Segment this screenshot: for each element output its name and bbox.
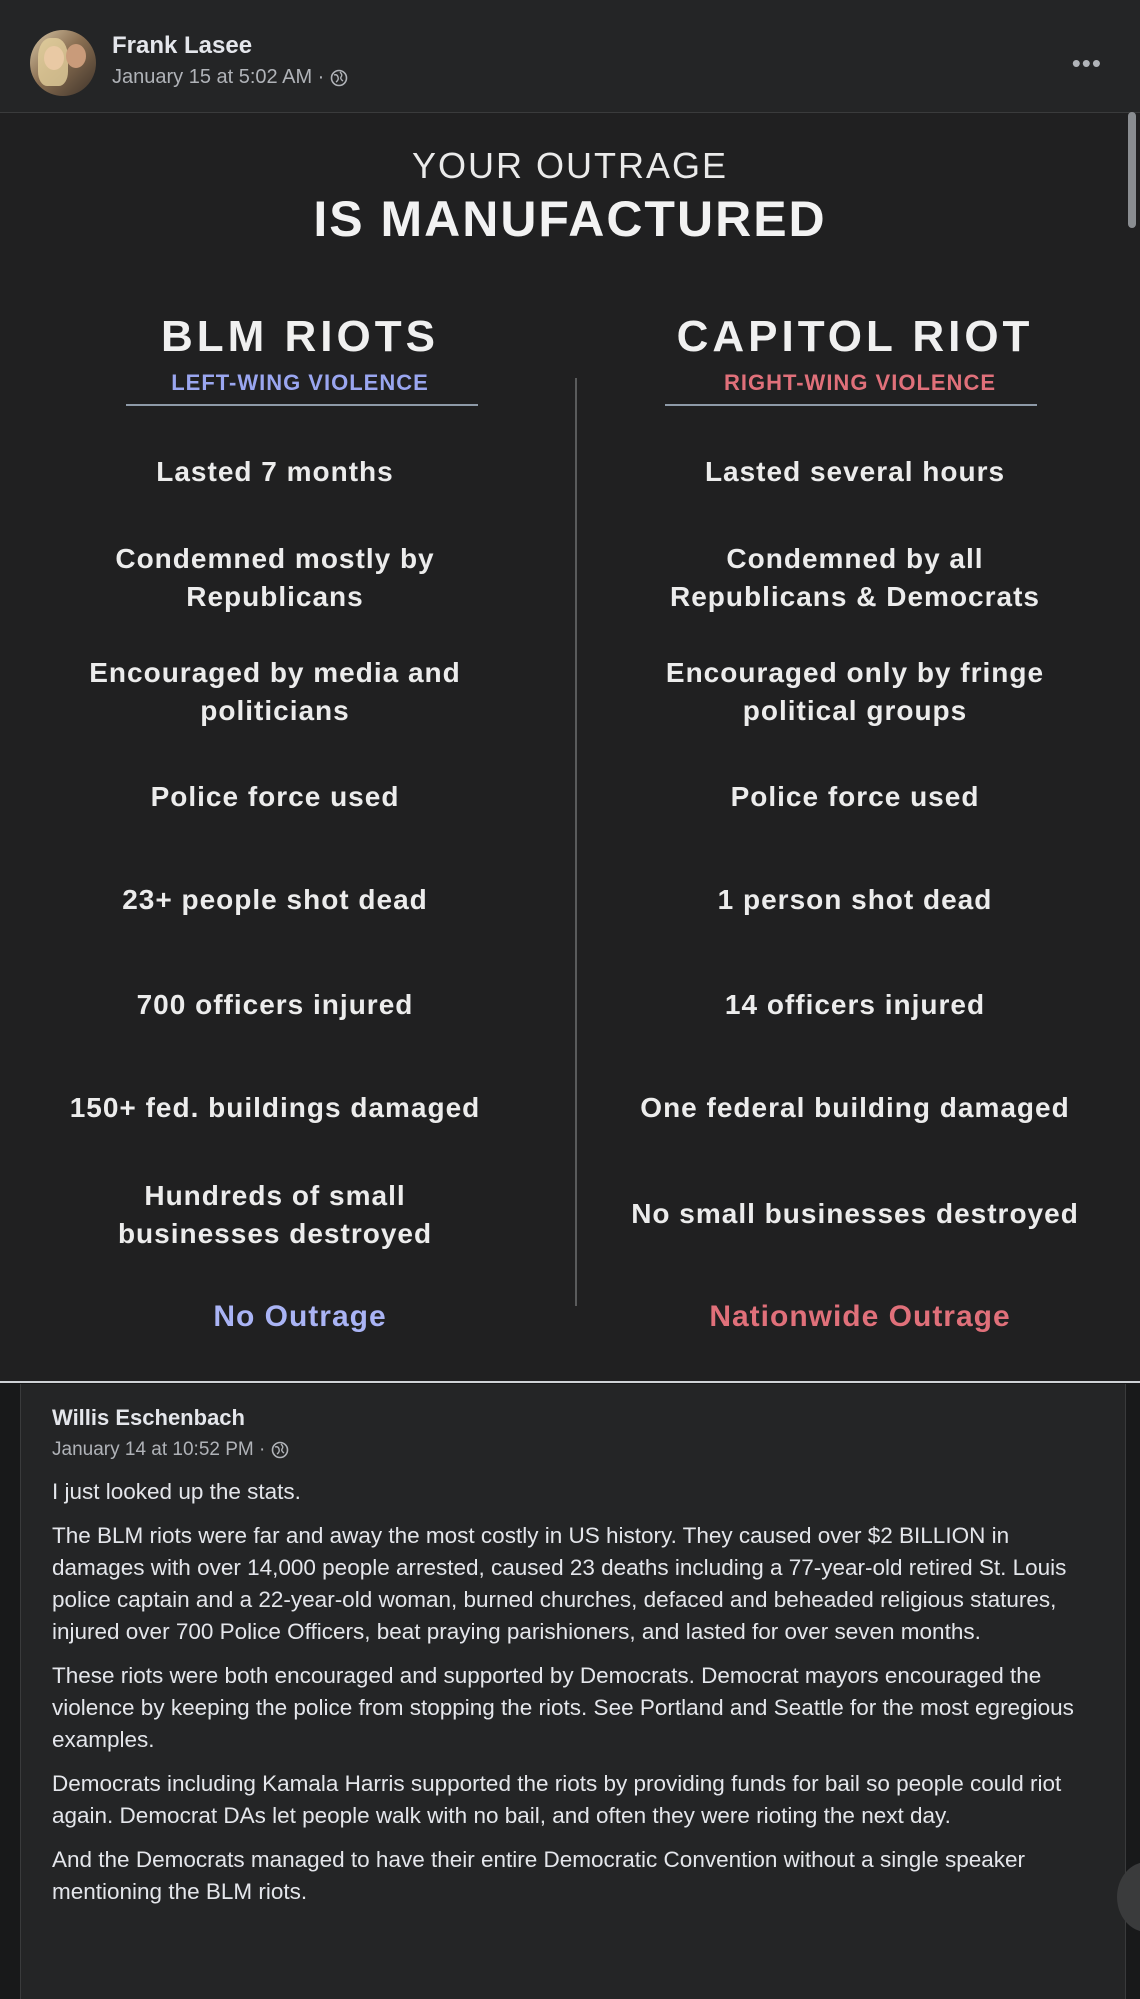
left-row: 23+ people shot dead (122, 884, 428, 915)
left-row: 700 officers injured (136, 989, 414, 1020)
comment-meta (52, 1439, 289, 1461)
left-row: Hundreds of small businesses destroyed (117, 1180, 433, 1249)
post-timestamp[interactable]: January 15 at 5:02 AM · (112, 66, 325, 88)
left-column-subheading: LEFT-WING VIOLENCE (171, 370, 429, 395)
left-column-rule (126, 404, 478, 406)
avatar-face (66, 44, 86, 68)
post-author-name[interactable]: Frank Lasee (112, 32, 253, 59)
left-row: Encouraged by media and politicians (89, 657, 461, 726)
right-outrage-label: Nationwide Outrage (709, 1300, 1011, 1333)
left-outrage-label: No Outrage (213, 1300, 387, 1333)
comment-paragraph: These riots were both encouraged and supported by Democrats. Democrat mayors encouraged the violence by keeping the police from stopping the riots. See Portland and Seattle for the most egregious examples. (52, 1663, 1074, 1752)
column-divider (575, 378, 577, 1306)
right-row: One federal building damaged (640, 1092, 1070, 1123)
comment-paragraph: The BLM riots were far and away the most costly in US history. They caused over $2 BILLION in damages with over 14,000 people arrested, caused 23 deaths including a 77-year-old retired St. Louis police captain and a 22-year-old woman, burned churches, defaced and beheaded religious statures, injured over 700 Police Officers, beat praying parishioners, and lasted for over seven months. (52, 1523, 1067, 1644)
graphic-title-line1: YOUR OUTRAGE (411, 145, 729, 186)
avatar[interactable] (30, 30, 96, 96)
comment-body (52, 1476, 1092, 1920)
avatar-face (44, 46, 64, 70)
globe-icon (330, 69, 348, 87)
globe-icon (271, 1441, 289, 1459)
left-column-heading: BLM RIOTS (161, 312, 439, 361)
post-meta (112, 66, 348, 89)
right-column-heading: CAPITOL RIOT (676, 312, 1034, 361)
comment-author-name[interactable]: Willis Eschenbach (52, 1405, 245, 1430)
comment-timestamp[interactable]: January 14 at 10:52 PM · (52, 1439, 266, 1460)
left-row: 150+ fed. buildings damaged (69, 1092, 481, 1123)
comment-paragraph: And the Democrats managed to have their entire Democratic Convention without a single speaker mentioning the BLM riots. (52, 1847, 1026, 1904)
left-row: Condemned mostly by Republicans (115, 543, 435, 612)
right-row: Police force used (730, 781, 980, 812)
right-row: 14 officers injured (724, 989, 986, 1020)
right-row: Encouraged only by fringe political groups (665, 657, 1045, 726)
comment-paragraph: I just looked up the stats. (52, 1479, 301, 1504)
left-row: Police force used (150, 781, 400, 812)
right-column-subheading: RIGHT-WING VIOLENCE (724, 370, 996, 395)
comment-paragraph: Democrats including Kamala Harris supported the riots by providing funds for bail so people could riot again. Democrat DAs let people walk with no bail, and often they were rioting the next day. (52, 1771, 1062, 1828)
more-options-button[interactable]: ••• (1071, 48, 1102, 78)
right-row: Condemned by all Republicans & Democrats (670, 543, 1040, 612)
right-row: Lasted several hours (704, 456, 1006, 487)
right-row: No small businesses destroyed (631, 1198, 1079, 1229)
graphic-title-line2: IS MANUFACTURED (313, 191, 827, 247)
right-column-rule (665, 404, 1037, 406)
left-row: Lasted 7 months (156, 456, 394, 487)
right-row: 1 person shot dead (717, 884, 993, 915)
